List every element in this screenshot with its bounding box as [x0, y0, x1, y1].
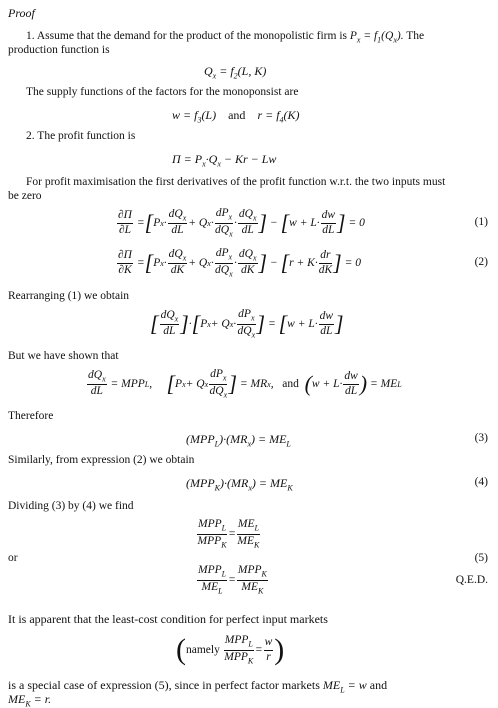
equation-3-label: (3) — [474, 432, 488, 444]
supply-intro: The supply functions of the factors for the monoponsist are — [26, 86, 299, 98]
supply-functions: $w = f_3(L)$ and $r = f_4(K)$ — [172, 108, 300, 125]
similarly-text: Similarly, from expression (2) we obtain — [8, 454, 195, 466]
apparent-text: It is apparent that the least-cost condition for perfect input markets — [8, 612, 328, 626]
equation-3: $(MPP_L)\cdot(MR_x) = ME_L$ — [186, 432, 291, 449]
special-text: is a special case of expression (5), since in perfect factor markets — [8, 678, 320, 692]
rearranged-equation: [ $\frac{dQ_x}{dL}$ ] · [ P x + Q x · $\frac{dP_x}{dQ_x}$ ] = [ w + L· $\frac{dw}{dL}$ ] — [150, 308, 344, 339]
equation-4-label: (4) — [474, 476, 488, 488]
para2: 2. The profit function is — [26, 130, 136, 142]
para1-text: 1. Assume that the demand for the product of the monopolistic firm is — [26, 30, 347, 42]
dividing-text: Dividing (3) by (4) we find — [8, 500, 134, 512]
rearranging-text: Rearranging (1) we obtain — [8, 290, 130, 302]
qed: Q.E.D. — [455, 574, 488, 586]
profit-function: $\Pi = P_x\cdot Q_x - Kr - Lw$ — [172, 152, 277, 169]
equation-1-label: (1) — [474, 216, 488, 228]
ratio-equation-2: $\frac{MPP_L}{ME_L}$ = $\frac{MPP_K}{ME_K}$ — [198, 564, 267, 595]
proof-heading: Proof — [8, 6, 35, 20]
and-word-2: and — [282, 378, 299, 390]
and-word: and — [228, 108, 246, 122]
equation-5-label: (5) — [474, 552, 488, 564]
identities: $\frac{dQ_x}{dL}$ = MPP L , [ P x + Q x $\frac{dP_x}{dQ_x}$ ] = MR x , and ( w + L· $\frac{dw}{dL}$ ) = ME L — [88, 368, 402, 399]
special-case-line1: is a special case of expression (5), since in perfect factor markets $ME_L = w$ and — [8, 678, 388, 695]
or-text: or — [8, 552, 18, 564]
equation-2: $\frac{\partial\Pi}{\partial K}$ = [ P x · $\frac{dQ_x}{dK}$ + Q x · $\frac{dP_x}{dQ_x}$ · $\frac{dQ_x}{dK}$ ] − [ r + K· $\frac{dr}{dK}$ ] = 0 — [118, 247, 361, 278]
demand-function: $P_x = f_1(Q_x)$. — [349, 30, 404, 45]
shown-text: But we have shown that — [8, 350, 119, 362]
me-k-equals-r: $ME_K = r$. — [8, 692, 52, 708]
para1-line1: 1. Assume that the demand for the product of the monopolistic firm is $P_x = f_1(Q_x)$. The — [26, 30, 425, 45]
foc-intro-line1: For profit maximisation the first derivatives of the profit function w.r.t. the two inputs must — [26, 176, 446, 188]
equation-2-label: (2) — [474, 256, 488, 268]
production-function: $Q_x = f_2(L$, K) — [204, 64, 267, 81]
equation-4: $(MPP_K)\cdot(MR_x) = ME_K$ — [186, 476, 293, 493]
me-l-equals-w: $ME_L = w$ — [322, 678, 367, 695]
namely-word: namely — [186, 644, 220, 656]
therefore-text: Therefore — [8, 410, 54, 422]
equation-1: $\frac{\partial\Pi}{\partial L}$ = [ P x · $\frac{dQ_x}{dL}$ + Q x · $\frac{dP_x}{dQ_x}$ · $\frac{dQ_x}{dL}$ ] − [ w + L· $\frac{dw}{dL}$ ] = 0 — [118, 207, 365, 238]
para1-line2: production function is — [8, 44, 110, 56]
foc-intro-line2: be zero — [8, 190, 42, 202]
least-cost-condition: ( namely $\frac{MPP_L}{MPP_K}$ = $\frac{w}{r}$ ) — [176, 633, 285, 666]
ratio-equation-1: $\frac{MPP_L}{MPP_K}$ = $\frac{ME_L}{ME_K}$ — [197, 518, 260, 549]
